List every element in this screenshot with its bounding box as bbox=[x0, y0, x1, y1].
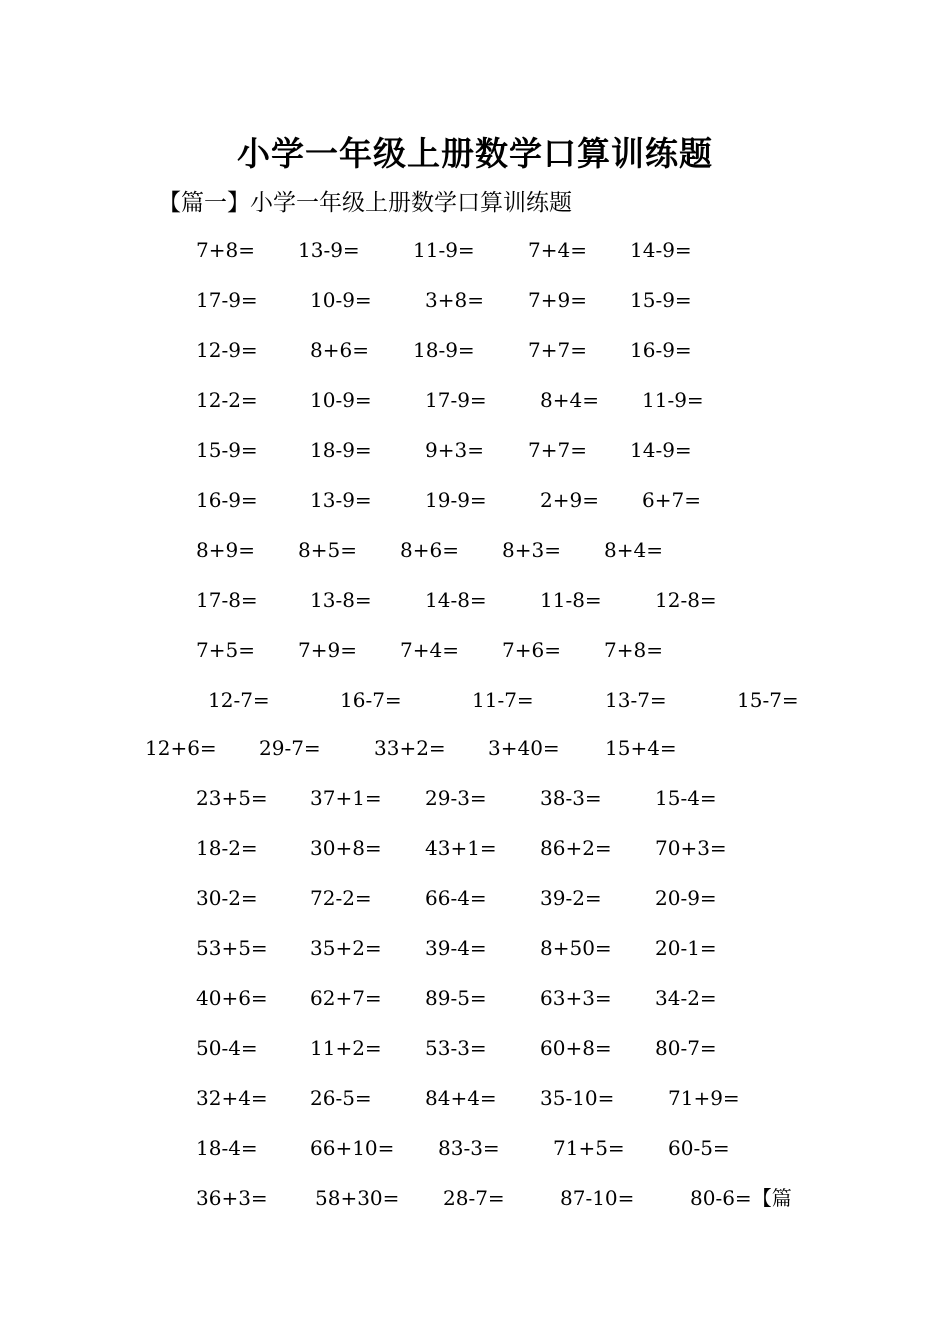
arithmetic-problem: 84+4= bbox=[425, 1086, 497, 1110]
arithmetic-problem: 39-2= bbox=[540, 886, 602, 910]
problem-row bbox=[0, 833, 950, 863]
arithmetic-problem: 53-3= bbox=[425, 1036, 487, 1060]
arithmetic-problem: 23+5= bbox=[196, 786, 268, 810]
arithmetic-problem: 8+50= bbox=[540, 936, 612, 960]
problem-row bbox=[0, 1183, 950, 1213]
arithmetic-problem: 32+4= bbox=[196, 1086, 268, 1110]
arithmetic-problem: 36+3= bbox=[196, 1186, 268, 1210]
arithmetic-problem: 35+2= bbox=[310, 936, 382, 960]
arithmetic-problem: 18-4= bbox=[196, 1136, 258, 1160]
problem-row bbox=[0, 733, 950, 763]
arithmetic-problem: 11-9= bbox=[642, 388, 704, 412]
arithmetic-problem: 28-7= bbox=[443, 1186, 505, 1210]
arithmetic-problem: 8+4= bbox=[604, 538, 663, 562]
arithmetic-problem: 17-8= bbox=[196, 588, 258, 612]
arithmetic-problem: 38-3= bbox=[540, 786, 602, 810]
arithmetic-problem: 16-9= bbox=[196, 488, 258, 512]
arithmetic-problem: 13-9= bbox=[298, 238, 360, 262]
arithmetic-problem: 40+6= bbox=[196, 986, 268, 1010]
arithmetic-problem: 15-9= bbox=[196, 438, 258, 462]
problem-row bbox=[0, 783, 950, 813]
arithmetic-problem: 18-2= bbox=[196, 836, 258, 860]
arithmetic-problem: 18-9= bbox=[310, 438, 372, 462]
arithmetic-problem: 29-7= bbox=[259, 736, 321, 760]
arithmetic-problem: 29-3= bbox=[425, 786, 487, 810]
problem-row bbox=[0, 435, 950, 465]
arithmetic-problem: 17-9= bbox=[196, 288, 258, 312]
arithmetic-problem: 13-7= bbox=[605, 688, 667, 712]
arithmetic-problem: 62+7= bbox=[310, 986, 382, 1010]
arithmetic-problem: 11-9= bbox=[413, 238, 475, 262]
arithmetic-problem: 6+7= bbox=[642, 488, 701, 512]
problem-row bbox=[0, 1033, 950, 1063]
arithmetic-problem: 13-9= bbox=[310, 488, 372, 512]
arithmetic-problem: 8+3= bbox=[502, 538, 561, 562]
problem-row bbox=[0, 1133, 950, 1163]
arithmetic-problem: 8+9= bbox=[196, 538, 255, 562]
arithmetic-problem: 7+9= bbox=[528, 288, 587, 312]
arithmetic-problem: 66+10= bbox=[310, 1136, 395, 1160]
arithmetic-problem: 17-9= bbox=[425, 388, 487, 412]
arithmetic-problem: 7+8= bbox=[196, 238, 255, 262]
arithmetic-problem: 10-9= bbox=[310, 388, 372, 412]
arithmetic-problem: 7+4= bbox=[528, 238, 587, 262]
arithmetic-problem: 15-4= bbox=[655, 786, 717, 810]
arithmetic-problem: 34-2= bbox=[655, 986, 717, 1010]
arithmetic-problem: 18-9= bbox=[413, 338, 475, 362]
arithmetic-problem: 10-9= bbox=[310, 288, 372, 312]
arithmetic-problem: 3+40= bbox=[488, 736, 560, 760]
arithmetic-problem: 8+5= bbox=[298, 538, 357, 562]
arithmetic-problem: 60+8= bbox=[540, 1036, 612, 1060]
problem-row bbox=[0, 983, 950, 1013]
arithmetic-problem: 80-7= bbox=[655, 1036, 717, 1060]
arithmetic-problem: 80-6=【篇 bbox=[690, 1186, 792, 1210]
arithmetic-problem: 71+5= bbox=[553, 1136, 625, 1160]
arithmetic-problem: 15-9= bbox=[630, 288, 692, 312]
problem-row bbox=[0, 635, 950, 665]
arithmetic-problem: 71+9= bbox=[668, 1086, 740, 1110]
arithmetic-problem: 12-8= bbox=[655, 588, 717, 612]
problem-row bbox=[0, 1083, 950, 1113]
arithmetic-problem: 20-1= bbox=[655, 936, 717, 960]
arithmetic-problem: 26-5= bbox=[310, 1086, 372, 1110]
arithmetic-problem: 70+3= bbox=[655, 836, 727, 860]
arithmetic-problem: 11+2= bbox=[310, 1036, 382, 1060]
arithmetic-problem: 14-9= bbox=[630, 438, 692, 462]
arithmetic-problem: 83-3= bbox=[438, 1136, 500, 1160]
arithmetic-problem: 11-8= bbox=[540, 588, 602, 612]
arithmetic-problem: 12-7= bbox=[208, 688, 270, 712]
arithmetic-problem: 11-7= bbox=[472, 688, 534, 712]
arithmetic-problem: 3+8= bbox=[425, 288, 484, 312]
arithmetic-problem: 16-7= bbox=[340, 688, 402, 712]
page-title: 小学一年级上册数学口算训练题 bbox=[237, 134, 713, 173]
arithmetic-problem: 12+6= bbox=[145, 736, 217, 760]
problem-row bbox=[0, 883, 950, 913]
problem-row bbox=[0, 235, 950, 265]
arithmetic-problem: 86+2= bbox=[540, 836, 612, 860]
arithmetic-problem: 14-9= bbox=[630, 238, 692, 262]
arithmetic-problem: 12-9= bbox=[196, 338, 258, 362]
arithmetic-problem: 87-10= bbox=[560, 1186, 635, 1210]
arithmetic-problem: 7+7= bbox=[528, 438, 587, 462]
problem-row bbox=[0, 585, 950, 615]
arithmetic-problem: 63+3= bbox=[540, 986, 612, 1010]
arithmetic-problem: 7+8= bbox=[604, 638, 663, 662]
arithmetic-problem: 16-9= bbox=[630, 338, 692, 362]
arithmetic-problem: 7+4= bbox=[400, 638, 459, 662]
arithmetic-problem: 89-5= bbox=[425, 986, 487, 1010]
arithmetic-problem: 15+4= bbox=[605, 736, 677, 760]
arithmetic-problem: 39-4= bbox=[425, 936, 487, 960]
arithmetic-problem: 14-8= bbox=[425, 588, 487, 612]
arithmetic-problem: 58+30= bbox=[315, 1186, 400, 1210]
problem-row bbox=[0, 535, 950, 565]
arithmetic-problem: 20-9= bbox=[655, 886, 717, 910]
section-heading: 【篇一】小学一年级上册数学口算训练题 bbox=[158, 190, 572, 216]
arithmetic-problem: 7+7= bbox=[528, 338, 587, 362]
arithmetic-problem: 8+6= bbox=[400, 538, 459, 562]
arithmetic-problem: 30-2= bbox=[196, 886, 258, 910]
arithmetic-problem: 30+8= bbox=[310, 836, 382, 860]
problem-row bbox=[0, 685, 950, 715]
arithmetic-problem: 53+5= bbox=[196, 936, 268, 960]
arithmetic-problem: 35-10= bbox=[540, 1086, 615, 1110]
arithmetic-problem: 8+4= bbox=[540, 388, 599, 412]
problem-row bbox=[0, 385, 950, 415]
arithmetic-problem: 15-7= bbox=[737, 688, 799, 712]
arithmetic-problem: 7+6= bbox=[502, 638, 561, 662]
arithmetic-problem: 72-2= bbox=[310, 886, 372, 910]
arithmetic-problem: 50-4= bbox=[196, 1036, 258, 1060]
problem-row bbox=[0, 335, 950, 365]
problem-row bbox=[0, 933, 950, 963]
arithmetic-problem: 9+3= bbox=[425, 438, 484, 462]
arithmetic-problem: 13-8= bbox=[310, 588, 372, 612]
arithmetic-problem: 43+1= bbox=[425, 836, 497, 860]
problem-row bbox=[0, 285, 950, 315]
arithmetic-problem: 66-4= bbox=[425, 886, 487, 910]
problem-row bbox=[0, 485, 950, 515]
arithmetic-problem: 7+5= bbox=[196, 638, 255, 662]
arithmetic-problem: 19-9= bbox=[425, 488, 487, 512]
arithmetic-problem: 33+2= bbox=[374, 736, 446, 760]
arithmetic-problem: 7+9= bbox=[298, 638, 357, 662]
arithmetic-problem: 60-5= bbox=[668, 1136, 730, 1160]
arithmetic-problem: 8+6= bbox=[310, 338, 369, 362]
arithmetic-problem: 37+1= bbox=[310, 786, 382, 810]
arithmetic-problem: 12-2= bbox=[196, 388, 258, 412]
arithmetic-problem: 2+9= bbox=[540, 488, 599, 512]
